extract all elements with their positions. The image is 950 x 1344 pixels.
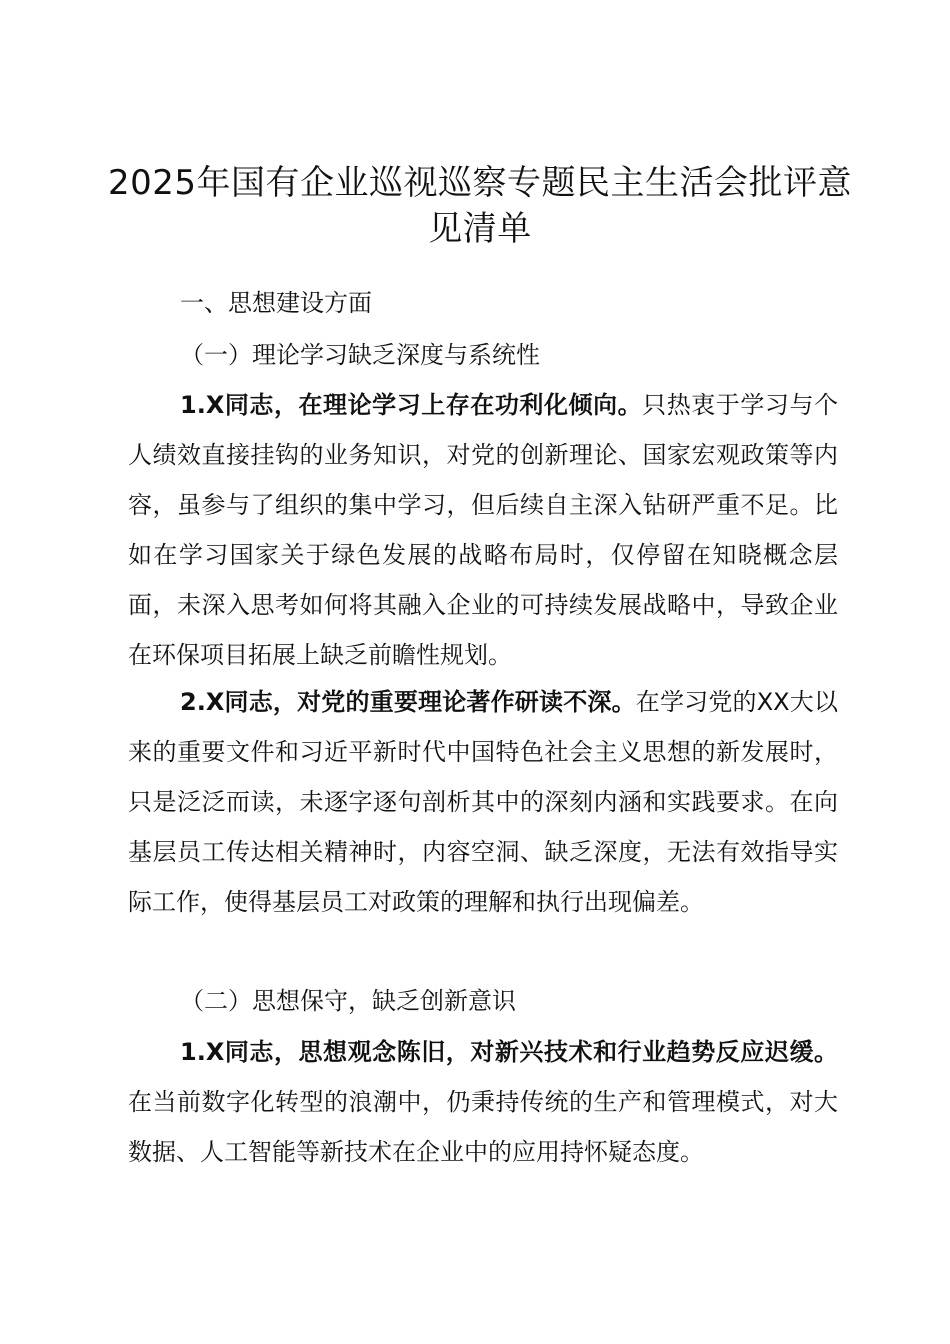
subsection-heading-conservative-thinking: （二）思想保守，缺乏创新意识 bbox=[180, 987, 516, 1015]
paragraph-1-body: 只热衷于学习与个人绩效直接挂钩的业务知识，对党的创新理论、国家宏观政策等内容，虽参与了组织的集中学习，但后续自主深入钻研严重不足。比如在学习国家关于绿色发展的战略布局时，仅停留在知晓概念层面，未深入思考如何将其融入企业的可持续发展战略中，导致企业在环保项目拓展上缺乏前瞻性规划。 bbox=[128, 391, 838, 669]
subsection-heading-theory-study: （一）理论学习缺乏深度与系统性 bbox=[180, 341, 540, 369]
paragraph-3-lead: 1.X同志，思想观念陈旧，对新兴技术和行业趋势反应迟缓。 bbox=[180, 1038, 838, 1066]
paragraph-3-body: 在当前数字化转型的浪潮中，仍秉持传统的生产和管理模式，对大数据、人工智能等新技术在企业中的应用持怀疑态度。 bbox=[128, 1088, 838, 1166]
paragraph-2-lead: 2.X同志，对党的重要理论著作研读不深。 bbox=[180, 688, 636, 716]
paragraph-1 bbox=[128, 380, 838, 680]
paragraph-3 bbox=[128, 1027, 838, 1177]
document-title: 2025年国有企业巡视巡察专题民主生活会批评意见清单 bbox=[107, 163, 853, 249]
section-heading-ideology: 一、思想建设方面 bbox=[180, 289, 372, 317]
paragraph-1-lead: 1.X同志，在理论学习上存在功利化倾向。 bbox=[180, 391, 643, 419]
paragraph-2 bbox=[128, 677, 838, 927]
paragraph-2-body: 在学习党的XX大以来的重要文件和习近平新时代中国特色社会主义思想的新发展时，只是泛泛而读，未逐字逐句剖析其中的深刻内涵和实践要求。在向基层员工传达相关精神时，内容空洞、缺乏深度，无法有效指导实际工作，使得基层员工对政策的理解和执行出现偏差。 bbox=[128, 688, 838, 916]
